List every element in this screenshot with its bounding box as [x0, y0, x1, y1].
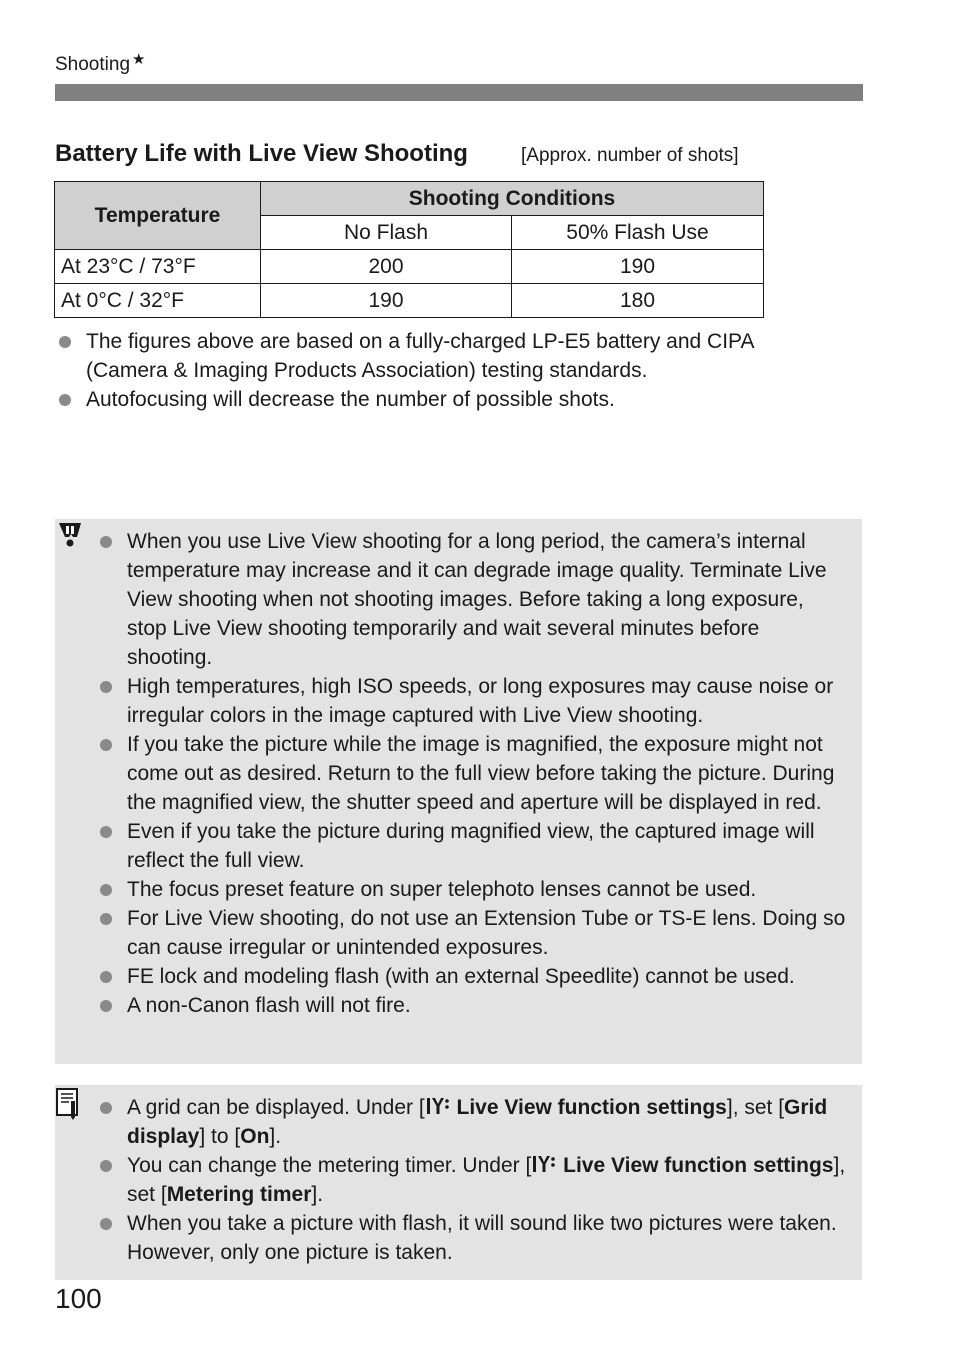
list-item [127, 962, 847, 991]
memo-text: ], set [ [726, 1096, 785, 1119]
caution-text: FE lock and modeling flash (with an external Speedlite) cannot be used. [127, 965, 795, 988]
bullet-icon [100, 1160, 112, 1172]
list-item [127, 730, 847, 817]
caution-text: For Live View shooting, do not use an Extension Tube or TS-E lens. Doing so can cause irregular or unintended exposures. [127, 907, 846, 959]
memo-text: A grid can be displayed. Under [ [127, 1096, 425, 1119]
bullet-icon [100, 826, 112, 838]
header-bar [55, 84, 863, 101]
bullet-icon [100, 1000, 112, 1012]
option-value: On [240, 1125, 270, 1148]
bullet-icon [100, 1102, 112, 1114]
caution-list [127, 527, 847, 1020]
caution-text: A non-Canon flash will not fire. [127, 994, 411, 1017]
bullet-icon [100, 884, 112, 896]
caution-text: High temperatures, high ISO speeds, or long exposures may cause noise or irregular colors in the image captured with Live View shooting. [127, 675, 834, 727]
column-header-no-flash: No Flash [261, 216, 512, 250]
list-item [127, 672, 847, 730]
caution-icon [55, 521, 85, 554]
memo-text: When you take a picture with flash, it will sound like two pictures were taken. However, only one picture is taken. [127, 1212, 837, 1264]
list-item [127, 1151, 847, 1209]
notes-list [86, 327, 826, 414]
conditions-header: Shooting Conditions [261, 182, 764, 216]
memo-text: ], set [ [127, 1154, 846, 1206]
memo-text: You can change the metering timer. Under [ [127, 1154, 532, 1177]
list-item [127, 904, 847, 962]
caution-text: When you use Live View shooting for a long period, the camera’s internal temperature may increase and it can degrade image quality. Terminate Live View shooting when not shooting images. Before taking a long exposure, stop Live View shooting temporarily and wait several minutes before shooting. [127, 530, 827, 669]
column-header-flash: 50% Flash Use [512, 216, 764, 250]
caution-text: If you take the picture while the image is magnified, the exposure might not come out as desired. Return to the full view before taking the picture. During the magnified view, the shutter speed and aperture will be displayed in red. [127, 733, 835, 814]
list-item [127, 875, 847, 904]
header-section-label [55, 50, 145, 76]
memo-list [127, 1093, 847, 1267]
note-text: The figures above are based on a fully-charged LP-E5 battery and CIPA (Camera & Imaging Products Association) testing standards. [86, 330, 754, 382]
bullet-icon [100, 536, 112, 548]
row-label: At 0°C / 32°F [55, 284, 261, 318]
menu-name: Live View function settings [557, 1154, 834, 1177]
memo-text: ]. [269, 1125, 282, 1148]
bullet-icon [100, 971, 112, 983]
bullet-icon [100, 913, 112, 925]
option-name: Grid display [127, 1096, 828, 1148]
memo-text: ] to [ [199, 1125, 241, 1148]
bullet-icon [100, 681, 112, 693]
list-item [127, 817, 847, 875]
bullet-icon [100, 1218, 112, 1230]
caution-text: Even if you take the picture during magnified view, the captured image will reflect the full view. [127, 820, 815, 872]
temperature-header: Temperature [55, 182, 261, 250]
row-label: At 23°C / 73°F [55, 250, 261, 284]
tools-menu-icon [531, 1153, 557, 1175]
list-item [127, 991, 847, 1020]
list-item [127, 1209, 847, 1267]
page-number: 100 [55, 1283, 102, 1314]
memo-text: ]. [311, 1183, 324, 1206]
header-section-text: Shooting [55, 54, 131, 75]
list-item [86, 385, 826, 414]
table-row [55, 250, 764, 284]
list-item [86, 327, 826, 385]
section-title: Battery Life with Live View Shooting [55, 140, 468, 167]
note-text: Autofocusing will decrease the number of possible shots. [86, 388, 615, 411]
menu-name: Live View function settings [450, 1096, 727, 1119]
star-icon: ★ [132, 51, 146, 68]
memo-icon [55, 1087, 81, 1126]
caution-box [55, 519, 862, 1064]
bullet-icon [59, 394, 71, 406]
table-cell: 190 [512, 250, 764, 284]
table-cell: 180 [512, 284, 764, 318]
caution-text: The focus preset feature on super telephoto lenses cannot be used. [127, 878, 757, 901]
list-item [127, 1093, 847, 1151]
table-row [55, 284, 764, 318]
section-note: [Approx. number of shots] [521, 145, 739, 166]
table-cell: 200 [261, 250, 512, 284]
table-cell: 190 [261, 284, 512, 318]
bullet-icon [59, 336, 71, 348]
option-name: Metering timer [166, 1183, 312, 1206]
memo-box [55, 1085, 862, 1280]
tools-menu-icon [425, 1095, 451, 1117]
bullet-icon [100, 739, 112, 751]
battery-life-table [54, 181, 764, 318]
list-item [127, 527, 847, 672]
